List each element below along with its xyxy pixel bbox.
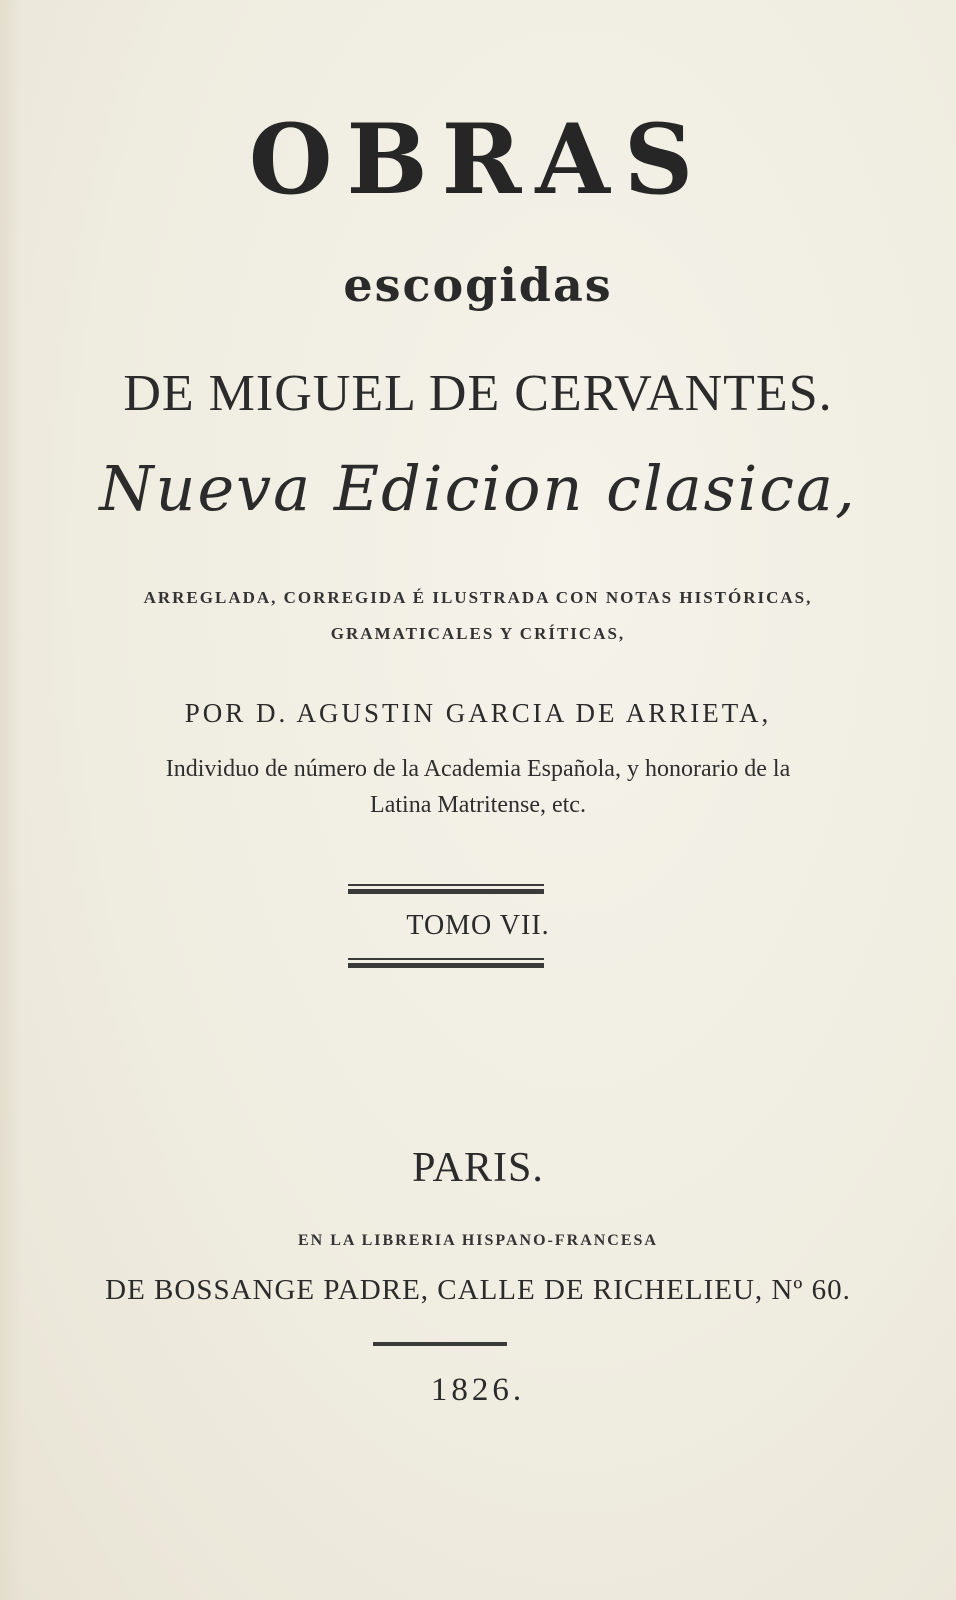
short-rule xyxy=(373,1342,507,1346)
editor-description-1: Individuo de número de la Academia Española, y honorario de la xyxy=(165,756,791,782)
publisher-line-2: DE BOSSANGE PADRE, CALLE DE RICHELIEU, Nº 60. xyxy=(105,1274,851,1306)
editor-line: POR D. AGUSTIN GARCIA DE ARRIETA, xyxy=(184,698,772,728)
publisher-line-1: EN LA LIBRERIA HISPANO-FRANCESA xyxy=(298,1232,658,1249)
book-title: OBRAS xyxy=(248,103,708,216)
publication-year: 1826. xyxy=(430,1372,526,1408)
double-rule-top xyxy=(348,884,544,894)
editor-description-2: Latina Matritense, etc. xyxy=(370,792,586,818)
edition-line: Nueva Edicion clasica, xyxy=(99,452,857,525)
double-rule-bottom xyxy=(348,958,544,968)
publication-city: PARIS. xyxy=(412,1145,544,1191)
arrangement-line-2: GRAMATICALES Y CRÍTICAS, xyxy=(330,624,626,643)
volume-label: TOMO VII. xyxy=(406,910,550,941)
author-line: DE MIGUEL DE CERVANTES. xyxy=(123,365,833,422)
arrangement-line-1: ARREGLADA, CORREGIDA É ILUSTRADA CON NOTAS HISTÓRICAS, xyxy=(143,588,813,607)
book-subtitle: escogidas xyxy=(343,258,613,312)
